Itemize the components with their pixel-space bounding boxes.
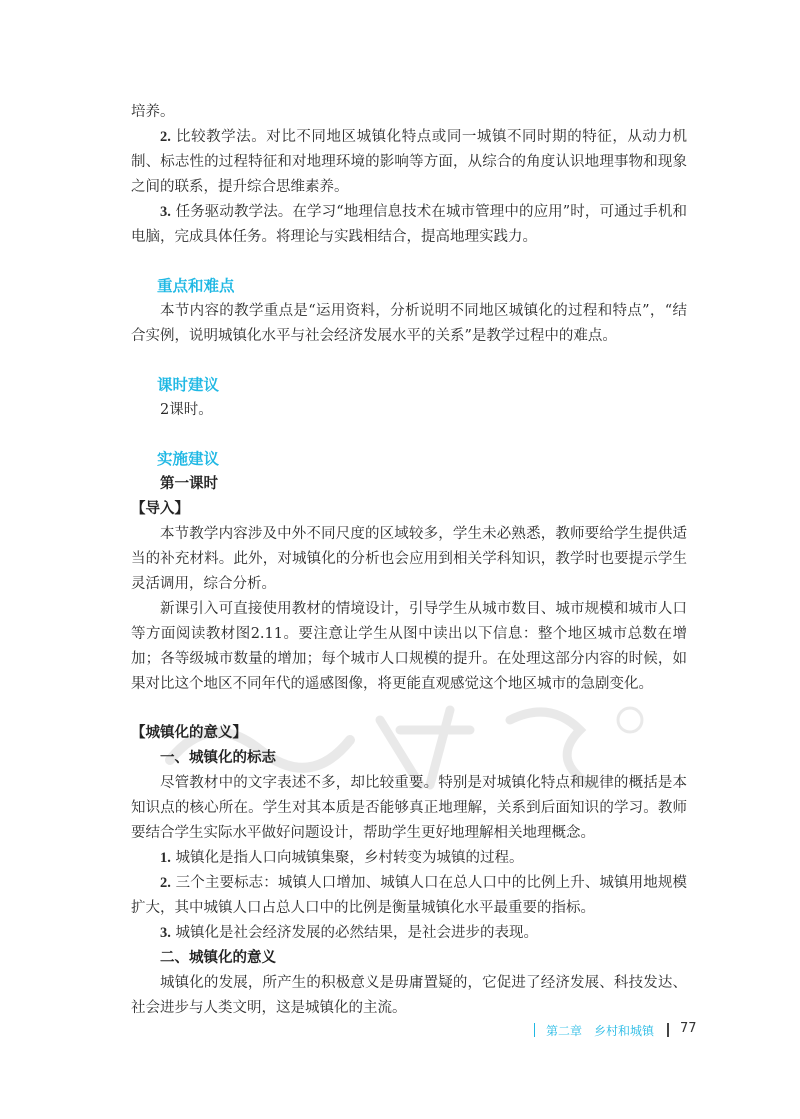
method-3-number: 3.: [160, 204, 171, 220]
point-2-paragraph: [131, 871, 687, 921]
point-3-paragraph: [131, 921, 687, 946]
intro-paragraph-2: 新课引入可直接使用教材的情境设计，引导学生从城市数目、城市规模和城市人口等方面阅读教材图2.11。要注意让学生从图中读出以下信息：整个地区城市总数在增加；各等级城市数量的增加；每个城市人口规模的提升。在处理这部分内容的时候，如果对比这个地区不同年代的遥感图像，将更能直观感觉这个地区城市的急剧变化。: [131, 601, 687, 692]
footer-divider-right: [667, 1023, 669, 1037]
meaning-bracket-heading: 【城镇化的意义】: [131, 725, 247, 741]
intro-bracket-heading: 【导入】: [131, 501, 189, 517]
subheading-urbanization-signs: 一、城镇化的标志: [160, 750, 276, 766]
meaning-paragraph: 城镇化的发展，所产生的积极意义是毋庸置疑的，它促进了经济发展、科技发达、社会进步与人类文明，这是城镇化的主流。: [131, 975, 687, 1016]
method-3-paragraph: [131, 200, 687, 250]
method-3-text: 任务驱动教学法。在学习“地理信息技术在城市管理中的应用”时，可通过手机和电脑，完成具体任务。将理论与实践相结合，提高地理实践力。: [131, 204, 688, 245]
subheading-urbanization-meaning: 二、城镇化的意义: [160, 950, 276, 966]
point-2-number: 2.: [160, 875, 171, 891]
method-2-text: 比较教学法。对比不同地区城镇化特点或同一城镇不同时期的特征，从动力机制、标志性的过程特征和对地理环境的影响等方面，从综合的角度认识地理事物和现象之间的联系，提升综合思维素养。: [131, 129, 687, 195]
intro-paragraph-1: 本节教学内容涉及中外不同尺度的区域较多，学生未必熟悉，教师要给学生提供适当的补充材料。此外，对城镇化的分析也会应用到相关学科知识，教学时也要提示学生灵活调用，综合分析。: [131, 526, 687, 592]
page-footer: [530, 1020, 710, 1042]
point-3-number: 3.: [160, 925, 171, 941]
footer-chapter-title: 第二章 乡村和城镇: [546, 1024, 655, 1038]
heading-implementation: 实施建议: [157, 450, 220, 468]
paragraph-intro-tail: 培养。: [131, 104, 175, 120]
class-hours-paragraph: 2课时。: [160, 402, 213, 418]
point-3-text: 城镇化是社会经济发展的必然结果，是社会进步的表现。: [175, 925, 538, 941]
method-2-paragraph: [131, 125, 687, 200]
signs-paragraph: 尽管教材中的文字表述不多，却比较重要。特别是对城镇化特点和规律的概括是本知识点的核心所在。学生对其本质是否能够真正地理解，关系到后面知识的学习。教师要结合学生实际水平做好问题设计，帮助学生更好地理解相关地理概念。: [131, 775, 687, 841]
first-lesson-heading: 第一课时: [160, 476, 218, 492]
heading-class-hours: 课时建议: [157, 376, 220, 394]
point-1-number: 1.: [160, 850, 171, 866]
page-number: 77: [680, 1021, 697, 1036]
point-2-text: 三个主要标志：城镇人口增加、城镇人口在总人口中的比例上升、城镇用地规模扩大，其中城镇人口占总人口中的比例是衡量城镇化水平最重要的指标。: [131, 875, 688, 916]
point-1-paragraph: [131, 846, 687, 871]
point-1-text: 城镇化是指人口向城镇集聚，乡村转变为城镇的过程。: [175, 850, 524, 866]
page-body: [131, 100, 687, 1021]
heading-key-points: 重点和难点: [157, 277, 235, 295]
method-2-number: 2.: [160, 129, 171, 145]
footer-divider-left: [534, 1023, 535, 1037]
key-points-paragraph: 本节内容的教学重点是“运用资料，分析说明不同地区城镇化的过程和特点”，“结合实例，说明城镇化水平与社会经济发展水平的关系”是教学过程中的难点。: [131, 303, 687, 344]
